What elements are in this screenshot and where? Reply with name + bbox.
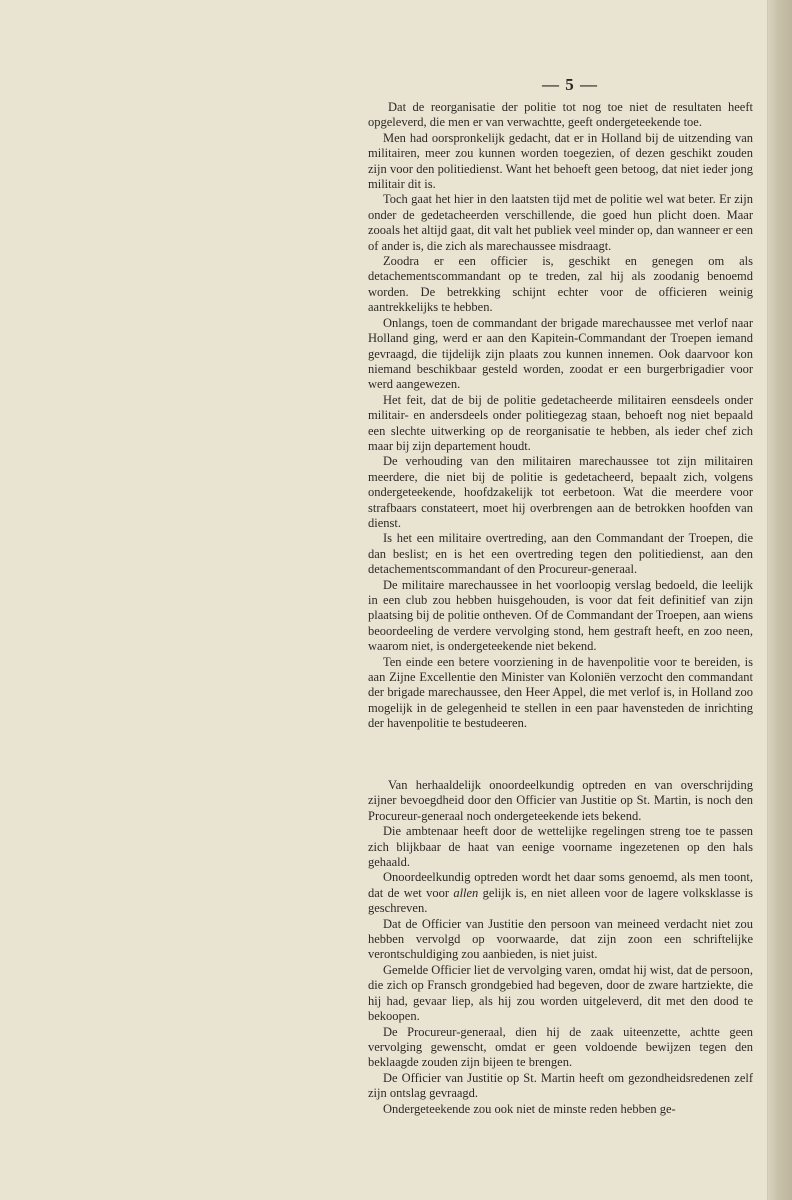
paragraph: Ten einde een betere voorziening in de havenpolitie voor te bereiden, is aan Zijne Excellentie den Minister van Koloniën verzocht den commandant der brigade marechaussee, den Heer Appel, die met verlof is, in Holland zoo mogelijk in de gelegenheid te stellen in een paar havensteden de inrichting der havenpolitie te bestudeeren. <box>368 654 753 731</box>
paragraph: De verhouding van den militairen marechaussee tot zijn militairen meerdere, die niet bij de politie is gedetacheerd, bepaalt zich, volgens ondergeteekende, hoofdzakelijk tot eerbetoon. Wat die meerdere voor strafbaars constateert, moet hij overbrengen aan de betrokken hoofden van dienst. <box>368 454 753 530</box>
body-section-reorganisation <box>368 100 753 732</box>
page-number: — 5 — <box>542 75 598 94</box>
paragraph: De Officier van Justitie op St. Martin heeft om gezondheidsredenen zelf zijn ontslag gevraagd. <box>368 1070 753 1101</box>
paragraph: Gemelde Officier liet de vervolging varen, omdat hij wist, dat de persoon, die zich op Fransch grondgebied had begeven, door de zware hartziekte, die hij had, gevaar liep, als hij zou worden uitgeleverd, dit met den dood te bekoopen. <box>368 962 753 1024</box>
paragraph-text: gelijk is, en niet alleen voor de lagere volksklasse is geschreven. <box>368 885 754 916</box>
body-section-justice-officer <box>368 778 753 1117</box>
paragraph: Het feit, dat de bij de politie gedetacheerde militairen eensdeels onder militair- en andersdeels onder politiegezag staan, behoeft nog niet bepaald een slechte uitwerking op de reorganisatie te hebben, als ieder chef zich maar bij zijn departement houdt. <box>368 392 753 453</box>
binding-edge <box>767 0 792 1200</box>
paragraph: Zoodra er een officier is, geschikt en genegen om als detachementscommandant op te treden, zal hij als zoodanig benoemd worden. De betrekking schijnt echter voor de officieren weinig aantrekkelijks te hebben. <box>368 254 753 315</box>
paragraph: Van herhaaldelijk onoordeelkundig optreden en van overschrijding zijner bevoegdheid door den Officier van Justitie op St. Martin, is noch den Procureur-generaal noch ondergeteekende iets bekend. <box>368 778 753 823</box>
emphasised-word: allen <box>453 885 479 900</box>
paragraph-with-emphasis <box>368 870 753 916</box>
paragraph: Onlangs, toen de commandant der brigade marechaussee met verlof naar Holland ging, werd er aan den Kapitein-Commandant der Troepen iemand gevraagd, die tijdelijk zijn plaats zou kunnen innemen. Ook daarvoor kon niemand beschikbaar gesteld worden, zoodat er een burgerbrigadier voor werd aangewezen. <box>368 315 753 392</box>
paragraph: Dat de reorganisatie der politie tot nog toe niet de resultaten heeft opgeleverd, die men er van verwachtte, geeft ondergeteekende toe. <box>368 100 753 130</box>
paragraph: Toch gaat het hier in den laatsten tijd met de politie wel wat beter. Er zijn onder de gedetacheerden verschillende, die goed hun plicht doen. Maar zooals het altijd gaat, dit valt het publiek veel minder op, dan wanneer er een of ander is, die zich als marechaussee misdraagt. <box>368 192 753 253</box>
paragraph: Dat de Officier van Justitie den persoon van meineed verdacht niet zou hebben vervolgd op voorwaarde, dat zijn zoon een schriftelijke verontschuldiging zou aanbieden, is niet juist. <box>368 916 753 962</box>
paragraph-text: Onoordeelkundig optreden wordt het daar soms genoemd, als men toont, dat de wet voor <box>368 870 753 900</box>
paragraph: Men had oorspronkelijk gedacht, dat er in Holland bij de uitzending van militairen, meer zou kunnen worden toegezien, of dezen geschikt zouden zijn voor den politiedienst. Want het behoeft geen betoog, dat niet ieder jong militair dit is. <box>368 130 753 192</box>
paragraph: Is het een militaire overtreding, aan den Commandant der Troepen, die dan beslist; en is het een overtreding tegen den politiedienst, aan den detachementscommandant of den Procureur-generaal. <box>368 531 753 577</box>
paragraph: Die ambtenaar heeft door de wettelijke regelingen streng toe te passen zich blijkbaar de haat van eenige voorname ingezetenen op den hals gehaald. <box>368 824 753 870</box>
paragraph: Ondergeteekende zou ook niet de minste reden hebben ge- <box>383 1101 676 1116</box>
paragraph: De militaire marechaussee in het voorloopig verslag bedoeld, die leelijk in een club zou hebben huisgehouden, is voor dat feit definitief van zijn plaatsing bij de politie ontheven. Of de Commandant der Troepen, aan wiens beoordeeling de verdere vervolging stond, hem gestraft heeft, en zoo neen, waarom niet, is ondergeteekende niet bekend. <box>368 577 753 654</box>
paragraph: De Procureur-generaal, dien hij de zaak uiteenzette, achtte geen vervolging gewenscht, omdat er geen voldoende bewijzen tegen den beklaagde zouden zijn bijeen te brengen. <box>368 1024 753 1070</box>
